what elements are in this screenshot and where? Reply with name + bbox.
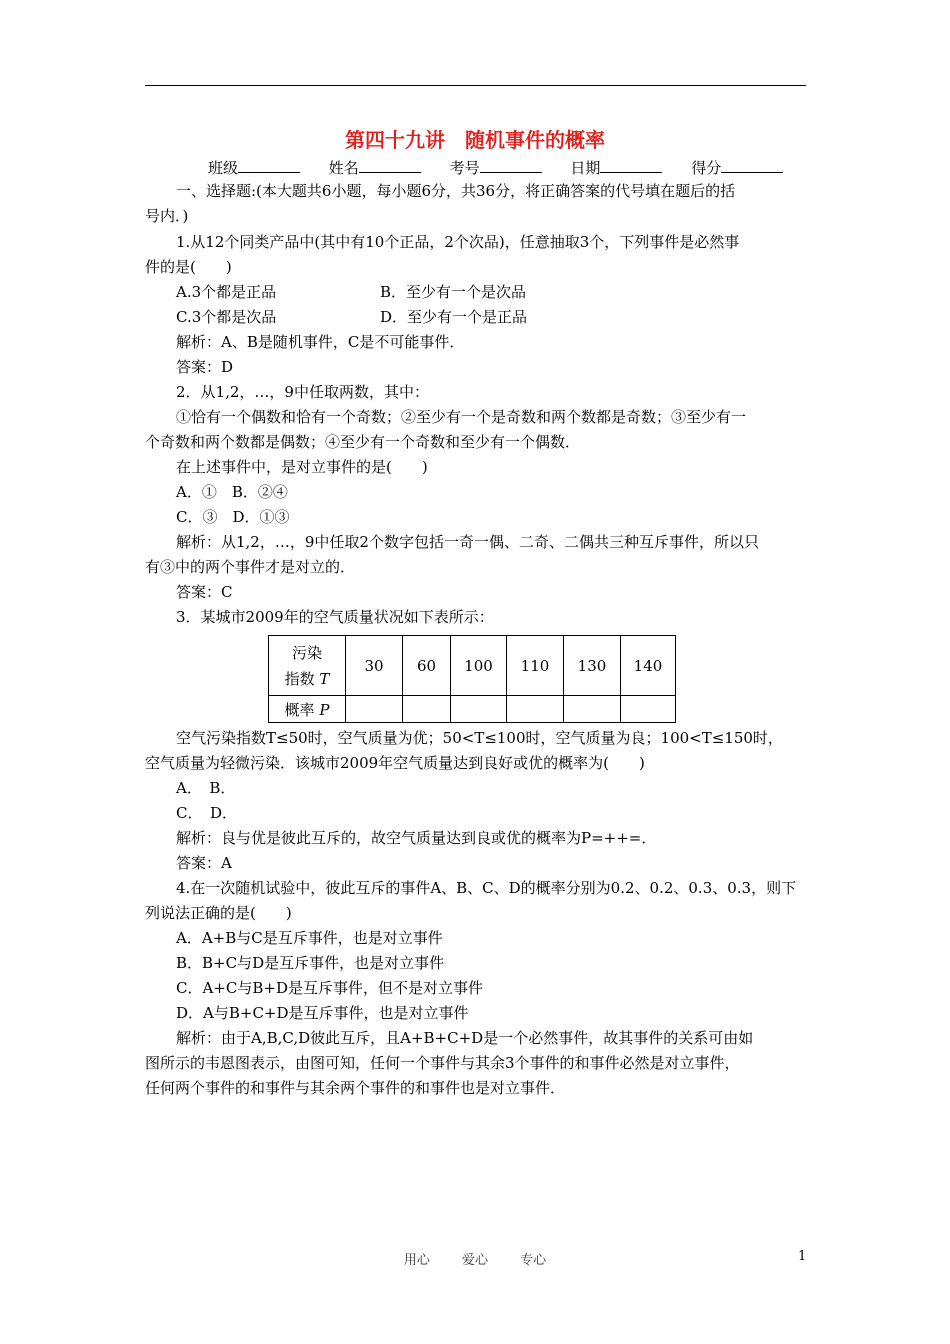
q2-options-ab: A．① B．②④ [176,483,288,501]
q2-options-cd: C．③ D．①③ [176,508,290,526]
score-label: 得分 [691,159,722,177]
q4-option-b: B．B+C与D是互斥事件，也是对立事件 [176,954,445,972]
name-field [329,159,421,177]
q3-analysis: 解析：良与优是彼此互斥的，故空气质量达到良或优的概率为P=++=． [176,829,657,847]
table-row [269,696,676,723]
q2-answer: 答案：C [176,583,233,601]
q1-answer: 答案：D [176,358,234,376]
class-blank [238,158,300,173]
table-header-index-var: T [319,669,330,688]
name-label: 姓名 [328,159,359,177]
table-header-prob-label: 概率 [284,700,315,719]
score-blank [721,158,783,173]
date-field [570,159,662,177]
name-blank [359,158,421,173]
footer-motto-3: 专心 [520,1253,547,1268]
q1-option-b: B．至少有一个是次品 [380,283,527,301]
table-cell: 30 [346,636,403,696]
q2-analysis-line1: 解析：从1,2，…，9中任取2个数字包括一奇一偶、二奇、二偶共三种互斥事件，所以只 [176,533,759,551]
table-cell-empty [507,696,564,723]
table-cell-empty [621,696,676,723]
table-cell: 140 [621,636,676,696]
header-rule [145,85,806,86]
table-cell: 110 [507,636,564,696]
q4-analysis-line1: 解析：由于A,B,C,D彼此互斥，且A+B+C+D是一个必然事件，故其事件的关系可由如 [176,1029,754,1047]
footer-motto-2: 爱心 [461,1253,488,1268]
table-header-prob [269,696,346,723]
q4-option-d: D．A与B+C+D是互斥事件，也是对立事件 [176,1004,469,1022]
table-header-index-b: 指数 [284,669,315,688]
date-label: 日期 [570,159,601,177]
table-cell: 130 [564,636,621,696]
table-header-prob-var: P [319,700,330,719]
number-label: 考号 [449,159,480,177]
section-intro-line1: 一、选择题:(本大题共6小题，每小题6分，共36分，将正确答案的代号填在题后的括 [176,182,736,200]
q1-option-d: D．至少有一个是正品 [380,308,528,326]
number-blank [480,158,542,173]
date-blank [600,158,662,173]
q2-conditions-line2: 个奇数和两个数都是偶数；④至少有一个奇数和至少有一个偶数． [145,433,581,451]
q4-stem-line2: 列说法正确的是( ) [145,904,292,922]
q1-analysis: 解析：A、B是随机事件，C是不可能事件． [176,333,465,351]
q4-analysis-line2: 图所示的韦恩图表示，由图可知，任何一个事件与其余3个事件的和事件必然是对立事件， [145,1054,740,1072]
q3-options-ab: A． B． [176,779,236,797]
table-cell-empty [346,696,403,723]
student-info-row [208,157,783,178]
section-intro-line2: 号内．) [145,207,189,225]
q2-analysis-line2: 有③中的两个事件才是对立的． [145,558,356,576]
q2-stem: 2．从1,2，…，9中任取两数，其中： [176,383,429,401]
table-cell-empty [564,696,621,723]
q3-options-cd: C． D． [176,804,238,822]
footer-motto-1: 用心 [403,1253,430,1268]
q3-description-line1: 空气污染指数T≤50时，空气质量为优；50<T≤100时，空气质量为良；100<T≤150时， [176,729,783,747]
table-header-index [269,636,346,696]
q2-question: 在上述事件中，是对立事件的是( ) [176,458,428,476]
page-number: 1 [798,1249,807,1264]
table-cell: 60 [403,636,451,696]
q3-stem: 3．某城市2009年的空气质量状况如下表所示： [176,608,494,626]
table-cell-empty [403,696,451,723]
footer-motto [0,1249,950,1268]
page-title: 第四十九讲 随机事件的概率 [345,128,605,152]
q3-answer: 答案：A [176,854,232,872]
air-quality-table [268,635,676,723]
q1-stem-line1: 1.从12个同类产品中(其中有10个正品，2个次品)，任意抽取3个，下列事件是必然事 [176,233,740,251]
score-field [691,159,783,177]
table-header-index-a: 污染 [291,643,322,662]
q1-option-a: A.3个都是正品 [176,283,277,301]
q4-stem-line1: 4.在一次随机试验中，彼此互斥的事件A、B、C、D的概率分别为0.2、0.2、0.3、0.3，则下 [176,879,797,897]
class-field [208,159,300,177]
q4-option-c: C．A+C与B+D是互斥事件，但不是对立事件 [176,979,483,997]
class-label: 班级 [208,159,239,177]
table-row [269,636,676,696]
table-cell-empty [451,696,507,723]
q1-stem-line2: 件的是( ) [145,258,232,276]
q1-option-c: C.3个都是次品 [176,308,277,326]
q4-option-a: A．A+B与C是互斥事件，也是对立事件 [176,929,443,947]
number-field [450,159,542,177]
q3-description-line2: 空气质量为轻微污染．该城市2009年空气质量达到良好或优的概率为( ) [145,754,645,772]
q2-conditions-line1: ①恰有一个偶数和恰有一个奇数；②至少有一个是奇数和两个数都是奇数；③至少有一 [176,408,747,426]
q4-analysis-line3: 任何两个事件的和事件与其余两个事件的和事件也是对立事件． [145,1079,566,1097]
table-cell: 100 [451,636,507,696]
